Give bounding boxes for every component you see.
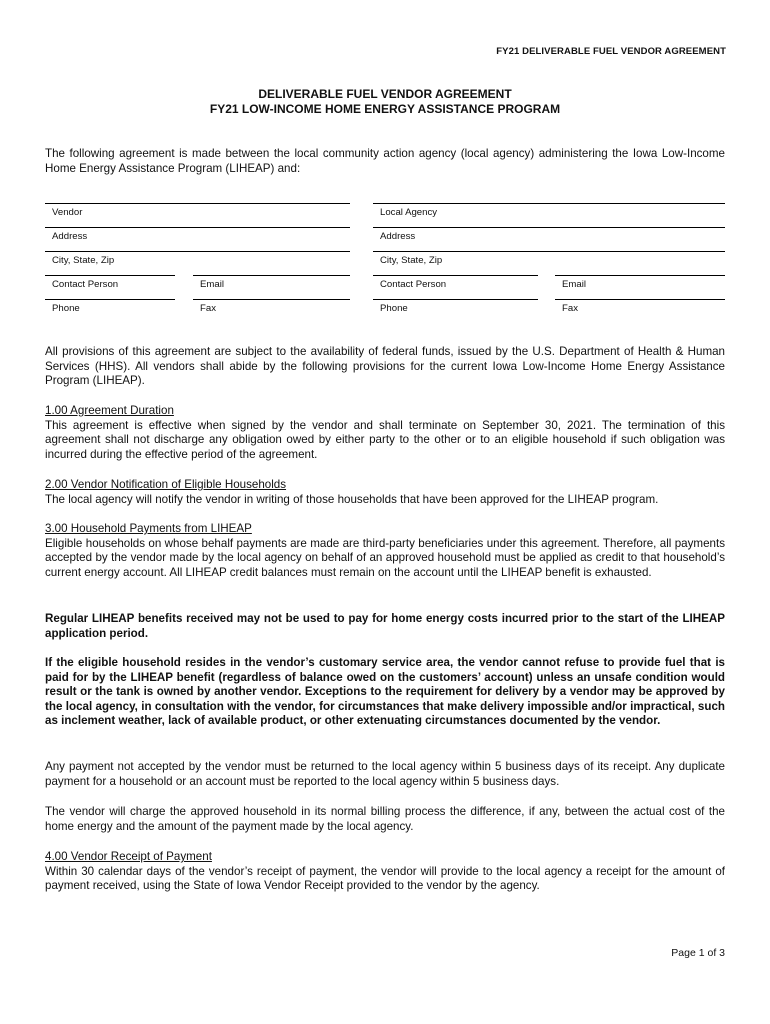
agency-email-field[interactable] [555, 275, 725, 290]
agency-address-label: Address [380, 231, 416, 242]
section-2-title: 2.00 Vendor Notification of Eligible Households [45, 478, 287, 491]
section-3-body: Eligible households on whose behalf payments are made are third-party beneficiaries under this agreement. Therefore, all payments accepted by the vendor made by the local agency on behalf of an approved household must be applied as credit to that household’s current energy account. All LIHEAP credit balances must remain on the account until the LIHEAP benefit is exhausted. [45, 536, 725, 579]
vendor-contact-field[interactable] [45, 275, 175, 290]
running-header: FY21 DELIVERABLE FUEL VENDOR AGREEMENT [496, 46, 726, 57]
section-2-body: The local agency will notify the vendor in writing of those households that have been approved for the LIHEAP program. [45, 492, 659, 506]
vendor-label: Vendor [52, 207, 83, 218]
document-title: DELIVERABLE FUEL VENDOR AGREEMENT [258, 87, 512, 101]
agency-phone-label: Phone [380, 303, 408, 314]
agency-city-field[interactable] [373, 251, 725, 266]
vendor-city-field[interactable] [45, 251, 350, 266]
agency-email-label: Email [562, 279, 586, 290]
vendor-city-label: City, State, Zip [52, 255, 115, 266]
section-1-body: This agreement is effective when signed by the vendor and shall terminate on September 30, 2021. The termination of this agreement shall not discharge any obligation owed by either party to the other or to an eligible household if such obligation was incurred during the effective period of the agreement. [45, 418, 725, 461]
vendor-email-field[interactable] [193, 275, 350, 290]
agency-field[interactable] [373, 203, 725, 218]
vendor-fax-field[interactable] [193, 299, 350, 314]
agency-city-label: City, State, Zip [380, 255, 443, 266]
vendor-address-field[interactable] [45, 227, 350, 242]
section-3-returns-paragraph: Any payment not accepted by the vendor must be returned to the local agency within 5 business days of its receipt. Any duplicate payment for a household or an account must be reported to the local agency within 5 business days. [45, 760, 725, 788]
section-4 [45, 850, 725, 894]
page-number: Page 1 of 3 [671, 947, 725, 959]
vendor-fax-label: Fax [200, 303, 216, 314]
section-4-title: 4.00 Vendor Receipt of Payment [45, 850, 212, 863]
section-3 [45, 522, 725, 580]
vendor-field[interactable] [45, 203, 350, 218]
agency-contact-field[interactable] [373, 275, 538, 290]
section-2 [45, 478, 725, 507]
section-4-body: Within 30 calendar days of the vendor’s receipt of payment, the vendor will provide to the local agency a receipt for the amount of payment received, using the State of Iowa Vendor Receipt provided to the vendor by the agency. [45, 864, 725, 893]
agency-label: Local Agency [380, 207, 438, 218]
vendor-phone-field[interactable] [45, 299, 175, 314]
vendor-email-label: Email [200, 279, 224, 290]
vendor-address-label: Address [52, 231, 88, 242]
section-1-title: 1.00 Agreement Duration [45, 404, 174, 417]
section-3-bold-note-2: If the eligible household resides in the vendor’s customary service area, the vendor cannot refuse to provide fuel that is paid for by the LIHEAP benefit (regardless of balance owed on the customers’ account) unless an unsafe condition would result or the tank is owned by another vendor. Exceptions to the requirement for delivery by a vendor may be approved by the local agency, in consultation with the vendor, for circumstances that make delivery impossible and/or impractical, such as inclement weather, lack of available product, or other extenuating circumstances documented by the vendor. [45, 656, 725, 728]
section-1 [45, 404, 725, 462]
section-3-billing-paragraph: The vendor will charge the approved household in its normal billing process the difference, if any, between the actual cost of the home energy and the amount of the payment made by the local agency. [45, 805, 725, 833]
agency-address-field[interactable] [373, 227, 725, 242]
section-3-title: 3.00 Household Payments from LIHEAP [45, 522, 252, 535]
agency-contact-label: Contact Person [380, 279, 447, 290]
section-3-bold-note-1: Regular LIHEAP benefits received may not be used to pay for home energy costs incurred prior to the start of the LIHEAP application period. [45, 612, 725, 640]
document-subtitle: FY21 LOW-INCOME HOME ENERGY ASSISTANCE PROGRAM [209, 102, 561, 116]
provisions-paragraph: All provisions of this agreement are subject to the availability of federal funds, issued by the U.S. Department of Health & Human Services (HHS). All vendors shall abide by the following provisions for the current Iowa Low-Income Home Energy Assistance Program (LIHEAP). [45, 345, 725, 388]
intro-paragraph: The following agreement is made between the local community action agency (local agency) administering the Iowa Low-Income Home Energy Assistance Program (LIHEAP) and: [45, 147, 725, 175]
vendor-contact-label: Contact Person [52, 279, 119, 290]
agency-fax-field[interactable] [555, 299, 725, 314]
agency-phone-field[interactable] [373, 299, 538, 314]
agency-fax-label: Fax [562, 303, 578, 314]
vendor-phone-label: Phone [52, 303, 80, 314]
